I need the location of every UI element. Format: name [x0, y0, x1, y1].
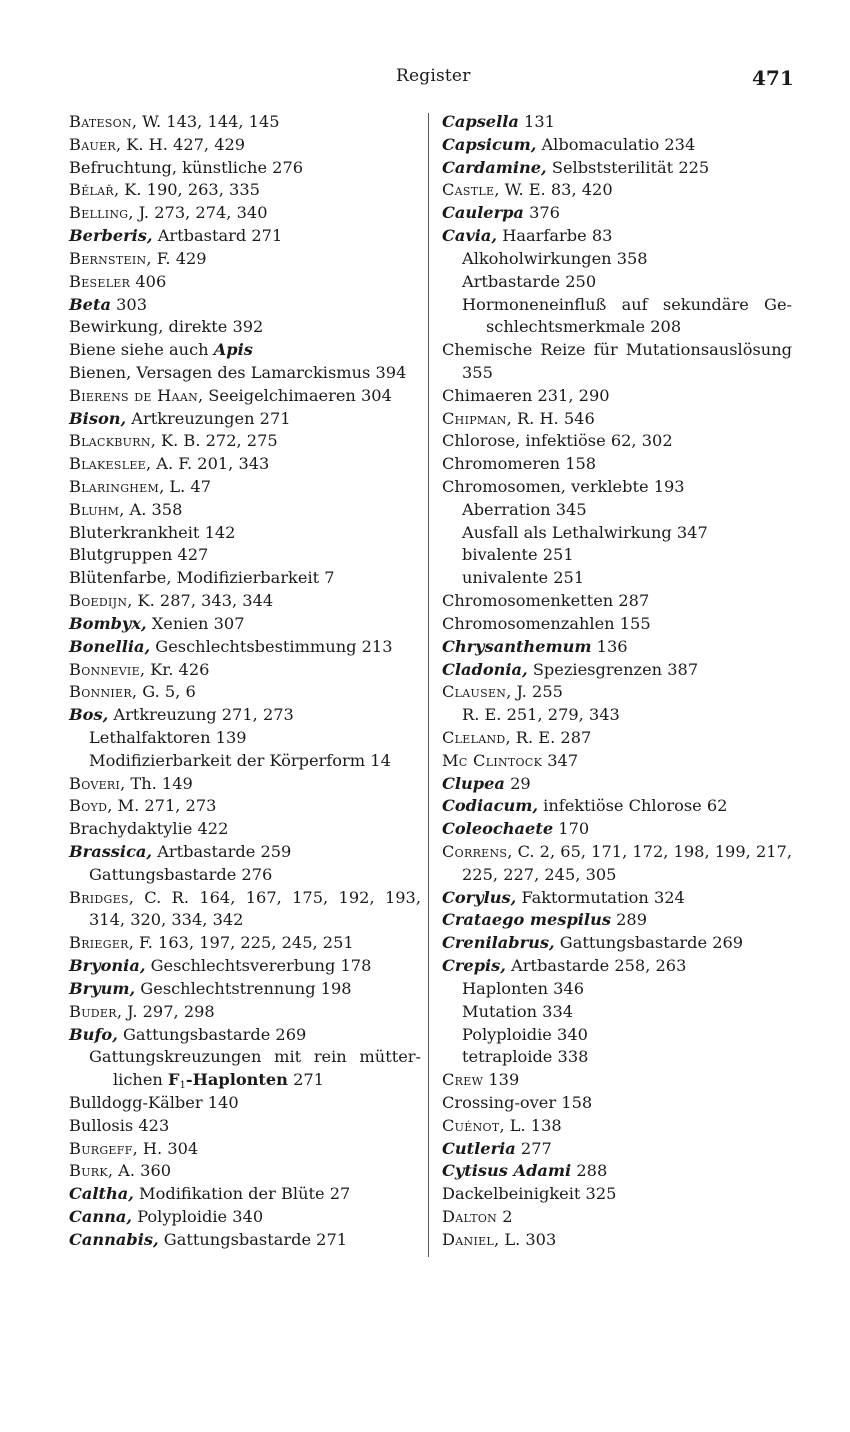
index-entry — [442, 476, 792, 499]
index-text: Albomaculatio 234 — [536, 134, 696, 154]
index-entry — [69, 750, 421, 773]
index-entry — [442, 248, 792, 271]
index-text: Geschlechtsvererbung 178 — [145, 956, 372, 976]
index-entry — [69, 385, 421, 408]
index-entry — [442, 932, 792, 955]
index-text: Selbststerilität 225 — [546, 157, 710, 177]
index-text: Ausfall als Lethalwirkung 347 — [462, 522, 708, 542]
index-text: Chromosomenketten 287 — [442, 591, 650, 611]
index-text: , J. 255 — [506, 682, 563, 702]
index-entry — [442, 704, 792, 727]
index-entry — [442, 659, 792, 682]
index-entry — [442, 909, 792, 932]
index-author: Correns — [442, 842, 508, 861]
index-author: Bělař — [69, 180, 114, 200]
index-entry — [442, 590, 792, 613]
index-entry — [69, 134, 421, 157]
index-taxon: Bryonia, — [69, 956, 146, 976]
index-text: schlechtsmerkmale 208 — [486, 317, 682, 337]
index-entry — [442, 271, 792, 294]
index-taxon: Cavia, — [442, 226, 498, 246]
index-text: Gattungsbastarde 271 — [158, 1229, 348, 1249]
index-entry — [69, 1138, 421, 1161]
index-entry — [69, 978, 421, 1001]
index-author: Burgeff — [69, 1138, 133, 1158]
index-entry — [442, 750, 792, 773]
index-entry — [442, 978, 792, 1001]
index-text: Artbastard 271 — [152, 226, 283, 246]
index-taxon: Brassica, — [69, 842, 153, 861]
index-text: lichen — [113, 1070, 168, 1090]
index-text: Xenien 307 — [146, 613, 245, 633]
index-entry — [69, 1046, 421, 1069]
index-author: Belling — [69, 203, 129, 223]
index-entry — [442, 773, 792, 796]
index-text: 131 — [518, 112, 555, 131]
index-entry — [442, 1069, 792, 1092]
index-text: Chemische Reize für Mutationsauslösung — [442, 340, 792, 360]
index-text: , K. H. 427, 429 — [115, 134, 246, 154]
index-entry — [442, 430, 792, 453]
index-entry — [69, 590, 421, 613]
index-author: Blackburn — [69, 431, 151, 451]
index-entry — [69, 476, 421, 499]
index-text: Dackelbeinigkeit 325 — [442, 1184, 617, 1204]
index-text: Polyploidie 340 — [462, 1024, 588, 1044]
index-text: Biene siehe auch — [69, 340, 214, 360]
index-entry — [69, 499, 421, 522]
index-entry — [442, 841, 792, 864]
index-entry — [442, 818, 792, 841]
index-entry — [442, 157, 792, 180]
index-taxon: Bufo, — [69, 1024, 118, 1044]
index-text: Chromomeren 158 — [442, 454, 597, 474]
index-text: , A. F. 201, 343 — [146, 454, 270, 474]
index-text: Chimaeren 231, 290 — [442, 385, 610, 405]
index-text: Modifizierbarkeit der Körperform 14 — [89, 750, 391, 770]
index-entry — [442, 1138, 792, 1161]
index-text: 376 — [523, 203, 560, 223]
index-author: Cleland — [442, 727, 506, 747]
index-entry — [442, 294, 792, 317]
index-entry — [442, 1206, 792, 1229]
index-text: Haplonten 346 — [462, 978, 585, 998]
index-taxon: Clupea — [442, 773, 505, 793]
index-entry — [69, 408, 421, 431]
running-title: Register — [396, 66, 471, 86]
index-taxon: Caulerpa — [442, 203, 524, 223]
index-entry — [442, 385, 792, 408]
index-taxon: Chrysanthemum — [442, 636, 592, 656]
index-text: 2 — [497, 1207, 513, 1226]
index-text: Speziesgrenzen 387 — [527, 659, 699, 679]
index-text: , R. E. 287 — [505, 727, 592, 747]
index-entry — [69, 1115, 421, 1138]
index-text: R. E. 251, 279, 343 — [462, 705, 620, 725]
index-text: 355 — [462, 362, 493, 382]
index-text: Bewirkung, direkte 392 — [69, 317, 264, 337]
index-entry — [69, 932, 421, 955]
index-entry — [69, 864, 421, 887]
index-text: , M. 271, 273 — [107, 796, 217, 816]
index-entry — [69, 294, 421, 317]
index-entry — [442, 339, 792, 362]
index-taxon: Canna, — [69, 1207, 133, 1226]
index-entry — [69, 1024, 421, 1047]
index-entry — [69, 1092, 421, 1115]
index-text: , R. H. 546 — [506, 408, 595, 428]
index-entry — [442, 795, 792, 818]
index-text: tetraploide 338 — [462, 1047, 589, 1067]
index-entry — [69, 818, 421, 841]
index-text: , F. 163, 197, 225, 245, 251 — [128, 933, 354, 953]
index-entry — [442, 887, 792, 910]
index-entry — [69, 636, 421, 659]
index-text: Modifikation der Blüte 27 — [133, 1184, 351, 1204]
index-entry — [69, 887, 421, 910]
index-entry — [442, 1183, 792, 1206]
index-taxon: Cutleria — [442, 1138, 516, 1158]
index-author: Bridges — [69, 887, 129, 907]
index-text: , C. R. 164, 167, 175, 192, 193, — [128, 887, 421, 907]
index-taxon: Caltha, — [69, 1184, 134, 1204]
index-entry — [69, 659, 421, 682]
index-entry — [69, 704, 421, 727]
index-text: Alkoholwirkungen 358 — [462, 248, 648, 268]
index-author: Boveri — [69, 773, 121, 793]
index-author: Blakeslee — [69, 454, 146, 474]
index-entry — [442, 134, 792, 157]
index-text: , L. 303 — [494, 1229, 557, 1249]
index-text: bivalente 251 — [462, 545, 574, 565]
page-header — [0, 66, 850, 96]
index-taxon: Capsella — [442, 112, 519, 131]
index-entry — [69, 795, 421, 818]
index-text: , C. 2, 65, 171, 172, 198, 199, 217, — [507, 842, 792, 861]
index-taxon: Capsicum, — [442, 134, 537, 154]
index-text: , K. 190, 263, 335 — [113, 180, 260, 200]
page-number: 471 — [752, 66, 794, 90]
index-text: Gattungsbastarde 269 — [117, 1024, 307, 1044]
index-author: Clausen — [442, 682, 507, 702]
index-entry — [442, 727, 792, 750]
index-taxon: Cannabis, — [69, 1229, 159, 1249]
index-text: 170 — [553, 819, 590, 839]
index-text: , K. B. 272, 275 — [150, 431, 278, 451]
index-entry — [69, 841, 421, 864]
index-entry — [442, 202, 792, 225]
index-entry — [69, 727, 421, 750]
index-text: , A. 358 — [119, 499, 183, 519]
index-entry — [442, 1229, 792, 1252]
index-entry — [69, 362, 421, 385]
index-author: Boedijn — [69, 591, 128, 611]
index-entry — [69, 430, 421, 453]
index-author: Buder — [69, 1001, 117, 1021]
column-divider — [428, 113, 429, 1257]
index-taxon: Bison, — [69, 408, 127, 428]
index-taxon: Cladonia, — [442, 659, 528, 679]
index-text: -Haplonten — [185, 1070, 288, 1090]
index-author: Chipman — [442, 408, 507, 428]
index-entry — [442, 567, 792, 590]
index-taxon: Beta — [69, 294, 111, 314]
index-entry — [442, 1046, 792, 1069]
index-text: Gattungsbastarde 269 — [554, 933, 744, 953]
index-text: Geschlechtstrennung 198 — [135, 978, 352, 998]
index-entry — [69, 339, 421, 362]
index-text: Chromosomen, verklebte 193 — [442, 477, 685, 496]
index-entry — [442, 613, 792, 636]
index-text: 289 — [610, 910, 648, 930]
index-entry — [69, 613, 421, 636]
index-text: 271 — [287, 1070, 325, 1090]
index-text: Lethalfaktoren 139 — [89, 727, 247, 747]
index-author: Cuénot — [442, 1115, 500, 1135]
index-taxon: Cytisus Adami — [442, 1161, 572, 1181]
index-entry — [442, 362, 792, 385]
index-entry — [442, 1001, 792, 1024]
index-taxon: Bonellia, — [69, 636, 151, 656]
index-text: Brachydaktylie 422 — [69, 819, 229, 839]
index-entry — [442, 1160, 792, 1183]
index-text: 1 — [179, 1080, 186, 1092]
index-author: Bauer — [69, 134, 116, 154]
index-entry — [69, 1229, 421, 1252]
index-text: 225, 227, 245, 305 — [462, 864, 617, 884]
index-taxon: Bryum, — [69, 978, 136, 998]
index-author: Bierens de Haan — [69, 385, 199, 405]
index-taxon: Codiacum, — [442, 796, 539, 816]
index-entry — [69, 567, 421, 590]
index-text: , A. 360 — [107, 1161, 172, 1181]
index-entry — [442, 408, 792, 431]
index-text: Blütenfarbe, Modifizierbarkeit 7 — [69, 568, 335, 588]
index-entry — [69, 1069, 421, 1092]
index-entry — [442, 499, 792, 522]
index-text: 288 — [571, 1161, 608, 1181]
index-text: 139 — [483, 1070, 520, 1090]
index-entry — [69, 681, 421, 704]
index-entry — [69, 1001, 421, 1024]
index-entry — [69, 202, 421, 225]
index-entry — [442, 111, 792, 134]
index-text: 277 — [515, 1138, 552, 1158]
index-entry — [442, 522, 792, 545]
index-text: Befruchtung, künstliche 276 — [69, 157, 304, 177]
index-text: infektiöse Chlorose 62 — [538, 796, 728, 816]
index-column-left — [69, 111, 421, 1252]
index-author: Dalton — [442, 1207, 498, 1226]
index-entry — [69, 179, 421, 202]
index-entry — [69, 1206, 421, 1229]
index-taxon: Crenilabrus, — [442, 933, 555, 953]
index-text: 303 — [110, 294, 147, 314]
index-text: Artbastarde 250 — [462, 271, 597, 291]
index-text: Haarfarbe 83 — [497, 226, 613, 246]
index-taxon: Crataego mespilus — [442, 910, 611, 930]
index-entry — [69, 1160, 421, 1183]
index-text: , Kr. 426 — [139, 659, 210, 679]
index-entry — [442, 681, 792, 704]
index-text: 406 — [130, 271, 167, 291]
index-entry — [442, 179, 792, 202]
index-text: , L. 138 — [499, 1115, 562, 1135]
index-text: , G. 5, 6 — [131, 682, 196, 702]
index-entry — [69, 271, 421, 294]
index-text: , Th. 149 — [120, 773, 193, 793]
index-text: Bluterkrankheit 142 — [69, 522, 236, 542]
index-taxon: Crepis, — [442, 956, 506, 976]
index-author: Daniel — [442, 1229, 495, 1249]
index-author: Bluhm — [69, 499, 120, 519]
index-entry — [442, 636, 792, 659]
index-column-right — [442, 111, 792, 1252]
index-text: Artkreuzung 271, 273 — [108, 705, 294, 725]
index-text: Bulldogg-Kälber 140 — [69, 1092, 239, 1112]
index-author: Mc Clintock — [442, 750, 543, 770]
index-entry — [69, 225, 421, 248]
index-author: Bernstein — [69, 248, 147, 268]
index-text: Geschlechtsbestimmung 213 — [150, 636, 393, 656]
index-entry — [442, 1024, 792, 1047]
index-text: Polyploidie 340 — [132, 1207, 264, 1226]
index-text: Faktormutation 324 — [516, 887, 685, 907]
index-text: , Seeigelchimaeren 304 — [198, 385, 392, 405]
index-author: Crew — [442, 1070, 484, 1090]
index-text: F — [168, 1070, 180, 1090]
index-text: , W. 143, 144, 145 — [131, 112, 280, 131]
index-text: Chlorose, infektiöse 62, 302 — [442, 431, 673, 451]
index-text: Bullosis 423 — [69, 1115, 170, 1135]
index-entry — [69, 1183, 421, 1206]
index-entry — [69, 248, 421, 271]
index-text: Artbastarde 258, 263 — [505, 956, 687, 976]
index-text: , F. 429 — [146, 248, 207, 268]
index-text: 314, 320, 334, 342 — [89, 910, 244, 930]
index-entry — [442, 544, 792, 567]
index-text: Hormoneneinfluß auf sekundäre Ge- — [462, 294, 792, 314]
index-text: Aberration 345 — [462, 499, 587, 519]
index-text: , J. 297, 298 — [116, 1001, 215, 1021]
index-text: Chromosomenzahlen 155 — [442, 613, 651, 633]
index-text: univalente 251 — [462, 568, 585, 588]
index-author: Bonnier — [69, 682, 132, 702]
index-author: Boyd — [69, 796, 108, 816]
index-entry — [442, 955, 792, 978]
index-entry — [442, 316, 792, 339]
index-text: Gattungsbastarde 276 — [89, 864, 273, 884]
index-text: , H. 304 — [132, 1138, 199, 1158]
index-entry — [69, 522, 421, 545]
index-taxon: Bombyx, — [69, 613, 147, 633]
index-taxon: Berberis, — [69, 226, 153, 246]
index-text: Mutation 334 — [462, 1001, 574, 1021]
index-entry — [69, 909, 421, 932]
index-text: Bienen, Versagen des Lamarckismus 394 — [69, 362, 407, 382]
index-author: Burk — [69, 1161, 108, 1181]
index-text: 136 — [591, 636, 628, 656]
index-text: Artbastarde 259 — [152, 842, 292, 861]
index-text: Crossing-over 158 — [442, 1092, 593, 1112]
index-taxon: Cardamine, — [442, 157, 547, 177]
index-entry — [69, 773, 421, 796]
index-taxon: Apis — [213, 340, 253, 360]
index-author: Blaringhem — [69, 477, 160, 496]
index-text: , L. 47 — [159, 477, 212, 496]
index-text: 29 — [504, 773, 531, 793]
index-entry — [69, 955, 421, 978]
index-author: Bonnevie — [69, 659, 140, 679]
index-text: , J. 273, 274, 340 — [128, 203, 268, 223]
index-entry — [442, 453, 792, 476]
index-entry — [442, 1115, 792, 1138]
index-author: Beseler — [69, 271, 131, 291]
index-entry — [69, 111, 421, 134]
index-text: Blutgruppen 427 — [69, 545, 209, 565]
index-text: Gattungskreuzungen mit rein mütter- — [89, 1047, 421, 1067]
index-text: 347 — [542, 750, 579, 770]
index-author: Brieger — [69, 933, 129, 953]
index-text: , K. 287, 343, 344 — [127, 591, 274, 611]
index-entry — [442, 225, 792, 248]
index-taxon: Coleochaete — [442, 819, 554, 839]
index-entry — [69, 316, 421, 339]
index-author: Castle — [442, 180, 495, 200]
index-text: , W. E. 83, 420 — [494, 180, 613, 200]
index-taxon: Bos, — [69, 705, 109, 725]
index-entry — [442, 864, 792, 887]
index-author: Bateson — [69, 112, 132, 131]
index-entry — [69, 544, 421, 567]
index-text: Artkreuzungen 271 — [126, 408, 291, 428]
index-entry — [69, 453, 421, 476]
index-taxon: Corylus, — [442, 887, 517, 907]
index-entry — [442, 1092, 792, 1115]
index-entry — [69, 157, 421, 180]
